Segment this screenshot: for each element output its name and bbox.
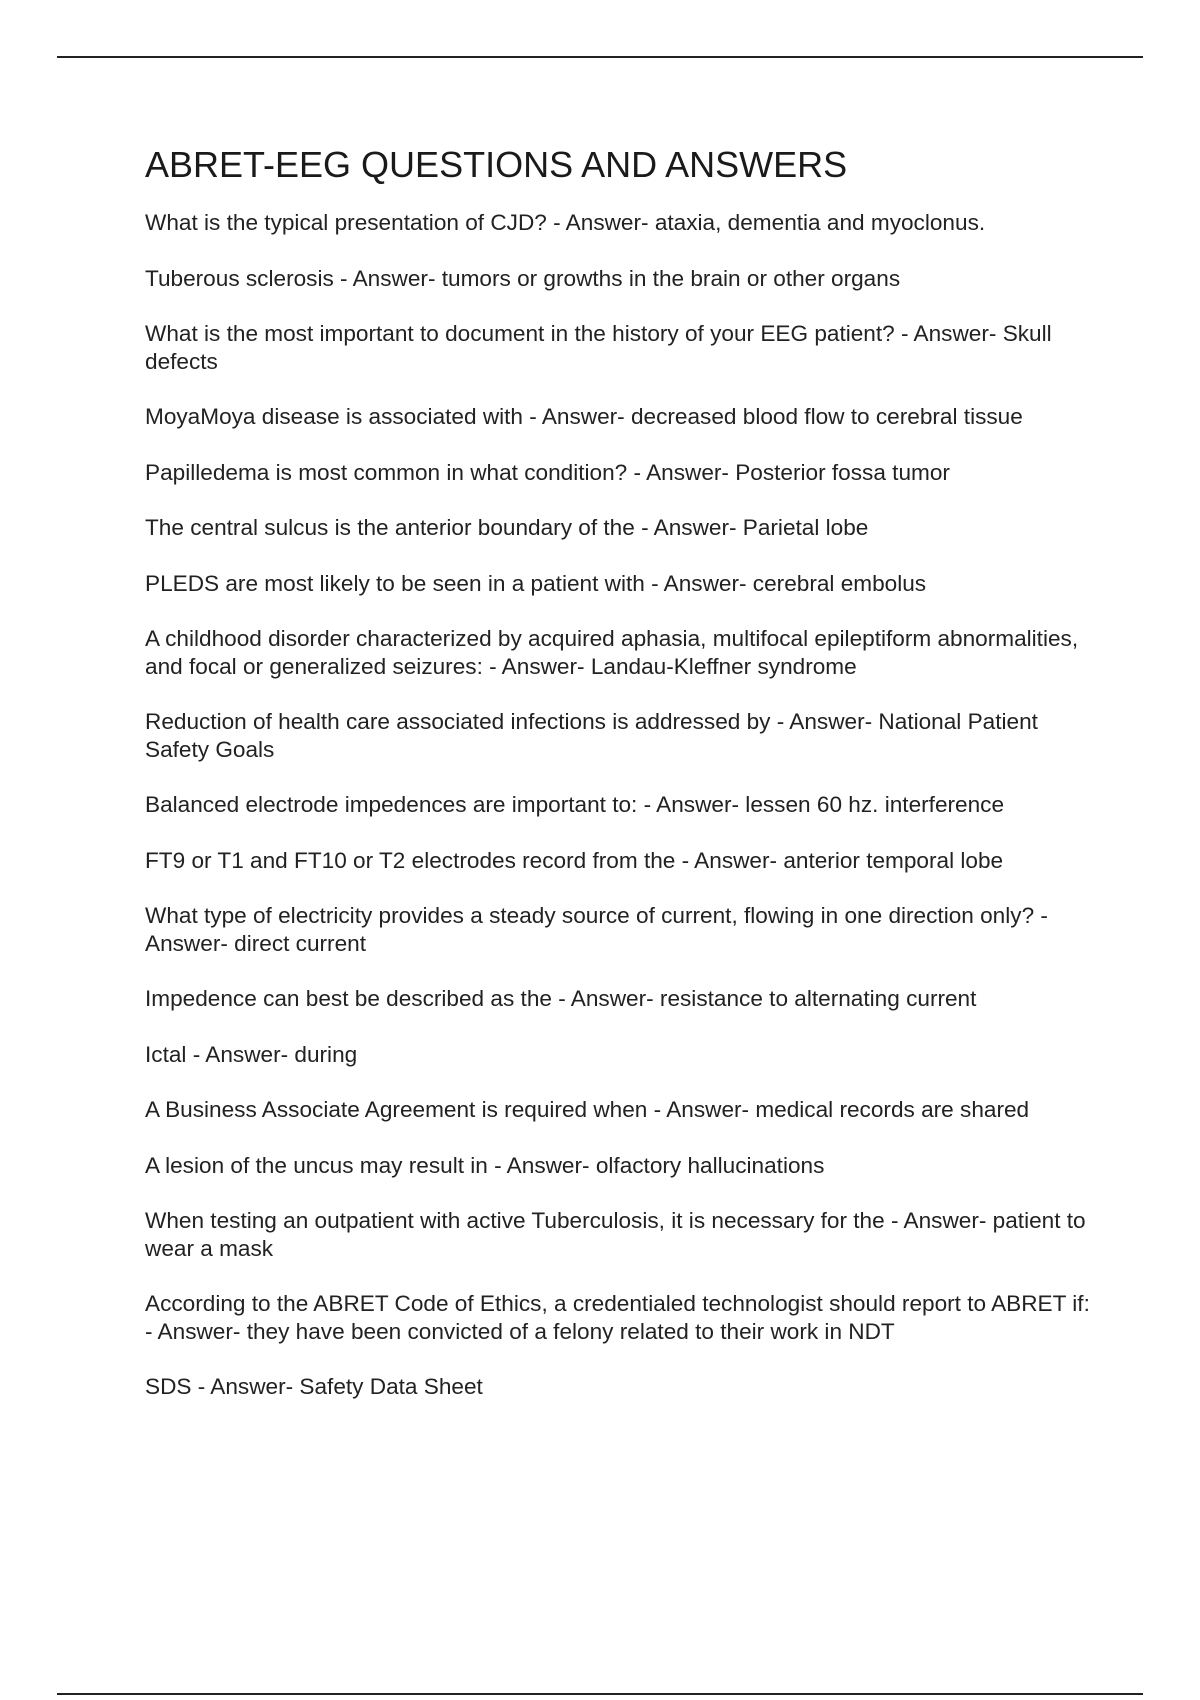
qa-item: Balanced electrode impedences are important to: - Answer- lessen 60 hz. interference: [145, 792, 1005, 817]
qa-item: SDS - Answer- Safety Data Sheet: [145, 1374, 483, 1399]
qa-list: [145, 209, 1095, 1401]
qa-item: Papilledema is most common in what condition? - Answer- Posterior fossa tumor: [145, 459, 950, 485]
header-rule: [57, 56, 1143, 58]
qa-item: PLEDS are most likely to be seen in a patient with - Answer- cerebral embolus: [145, 570, 927, 596]
qa-item: Impedence can best be described as the - Answer- resistance to alternating current: [145, 986, 977, 1011]
qa-item: Reduction of health care associated infections is addressed by - Answer- National Patient Safety Goals: [145, 709, 1038, 762]
qa-item: What type of electricity provides a steady source of current, flowing in one direction only? - Answer- direct current: [145, 903, 1048, 956]
qa-item: Tuberous sclerosis - Answer- tumors or growths in the brain or other organs: [145, 265, 901, 291]
qa-item: According to the ABRET Code of Ethics, a credentialed technologist should report to ABRET if: - Answer- they have been convicted of a felony related to their work in NDT: [145, 1291, 1090, 1344]
qa-item: When testing an outpatient with active Tuberculosis, it is necessary for the - Answer- patient to wear a mask: [145, 1208, 1086, 1261]
footer-rule: [57, 1693, 1143, 1695]
qa-item: Ictal - Answer- during: [145, 1041, 358, 1067]
document-title: ABRET-EEG QUESTIONS AND ANSWERS: [145, 144, 848, 185]
document-body: [145, 142, 1095, 1429]
qa-item: MoyaMoya disease is associated with - Answer- decreased blood flow to cerebral tissue: [145, 404, 1023, 429]
qa-item: The central sulcus is the anterior boundary of the - Answer- Parietal lobe: [145, 515, 869, 540]
qa-item: A lesion of the uncus may result in - Answer- olfactory hallucinations: [145, 1152, 825, 1178]
qa-item: What is the typical presentation of CJD? - Answer- ataxia, dementia and myoclonus.: [145, 210, 986, 235]
qa-item: What is the most important to document in the history of your EEG patient? - Answer- Skull defects: [145, 321, 1052, 374]
qa-item: A Business Associate Agreement is required when - Answer- medical records are shared: [145, 1097, 1030, 1122]
qa-item: A childhood disorder characterized by acquired aphasia, multifocal epileptiform abnormalities, and focal or generalized seizures: - Answer- Landau-Kleffner syndrome: [145, 626, 1079, 679]
qa-item: FT9 or T1 and FT10 or T2 electrodes record from the - Answer- anterior temporal lobe: [145, 847, 1004, 873]
